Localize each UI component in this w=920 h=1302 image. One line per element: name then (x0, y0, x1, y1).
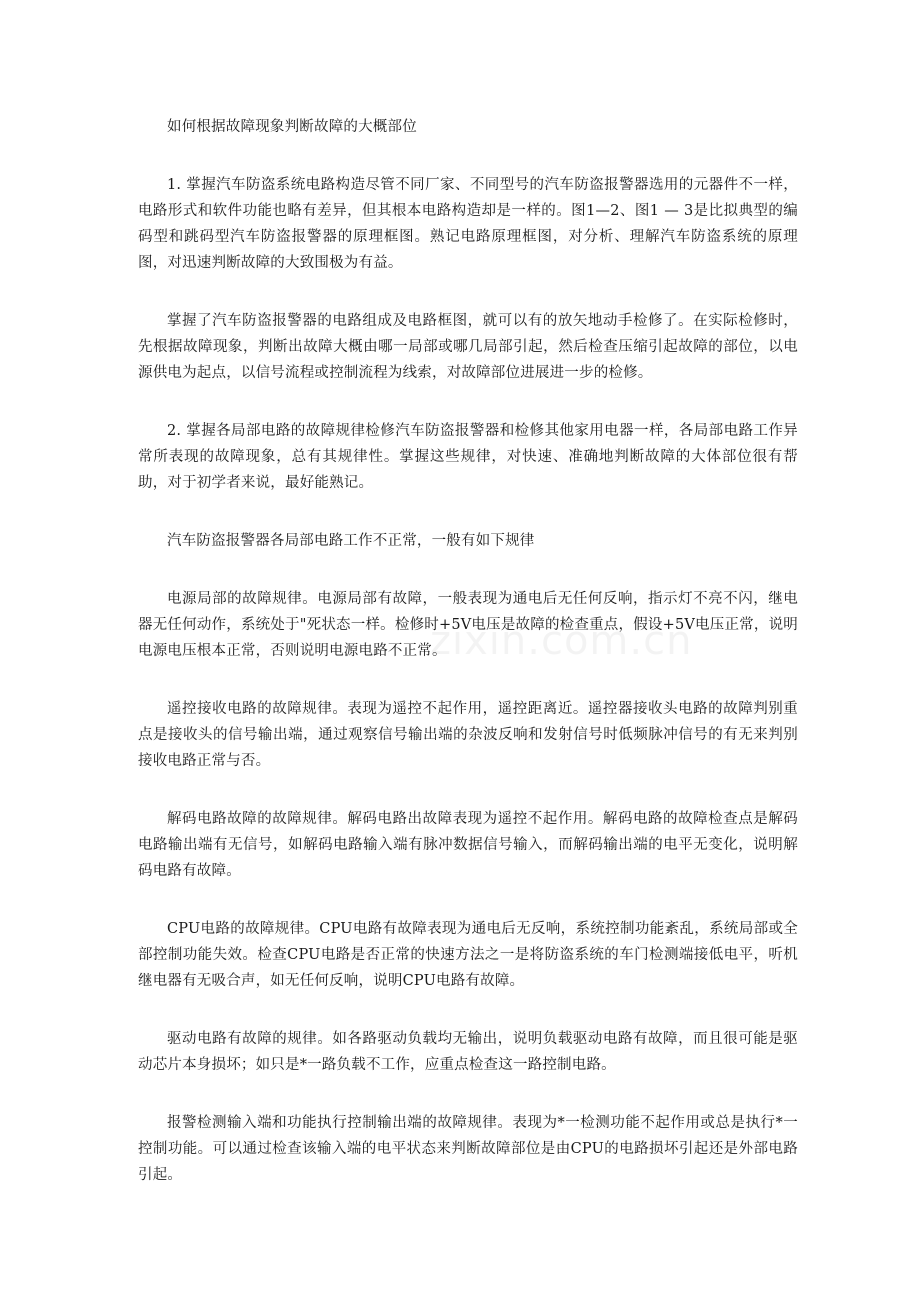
paragraph-alarm-io: 报警检测输入端和功能执行控制输出端的故障规律。表现为*一检测功能不起作用或总是执行*一控制功能。可以通过检查该输入端的电平状态来判断故障部位是由CPU的电路损坏引起还是外部电路引起。 (138, 1115, 798, 1183)
paragraph-remote-receiver: 遥控接收电路的故障规律。表现为遥控不起作用，遥控距离近。遥控器接收头电路的故障判别重点是接收头的信号输出端，通过观察信号输出端的杂波反响和发射信号时低频脉冲信号的有无来判别接收电路正常与否。 (138, 701, 798, 769)
paragraph-fault-patterns: 2. 掌握各局部电路的故障规律检修汽车防盗报警器和检修其他家用电器一样，各局部电路工作异常所表现的故障现象，总有其规律性。掌握这些规律，对快速、准确地判断故障的大体部位很有帮助，对于初学者来说，最好能熟记。 (138, 423, 798, 491)
paragraph-driver: 驱动电路有故障的规律。如各路驱动负载均无输出，说明负载驱动电路有故障，而且很可能是驱动芯片本身损坏；如只是*一路负载不工作，应重点检查这一路控制电路。 (138, 1031, 798, 1073)
document-body (138, 114, 798, 1220)
paragraph-circuit-structure: 1. 掌握汽车防盗系统电路构造尽管不同厂家、不同型号的汽车防盗报警器选用的元器件不一样，电路形式和软件功能也略有差异，但其根本电路构造却是一样的。图1—2、图1 — 3是比拟典型的编码型和跳码型汽车防盗报警器的原理框图。熟记电路原理框图，对分析、理解汽车防盗系统的原理图，对迅速判断故障的大致围极为有益。 (138, 177, 798, 271)
document-heading: 如何根据故障现象判断故障的大概部位 (167, 119, 417, 135)
paragraph-cpu: CPU电路的故障规律。CPU电路有故障表现为通电后无反响，系统控制功能紊乱，系统局部或全部控制功能失效。检查CPU电路是否正常的快速方法之一是将防盗系统的车门检测端接低电平，听机继电器有无吸合声，如无任何反响，说明CPU电路有故障。 (138, 921, 798, 989)
paragraph-rules-intro: 汽车防盗报警器各局部电路工作不正常，一般有如下规律 (167, 533, 535, 549)
paragraph-power-supply: 电源局部的故障规律。电源局部有故障，一般表现为通电后无任何反响，指示灯不亮不闪，继电器无任何动作，系统处于"死状态一样。检修时+5V电压是故障的检查重点，假设+5V电压正常，说明电源电压根本正常，否则说明电源电路不正常。 (138, 591, 798, 659)
paragraph-repair-approach: 掌握了汽车防盗报警器的电路组成及电路框图，就可以有的放矢地动手检修了。在实际检修时，先根据故障现象，判断出故障大概由哪一局部或哪几局部引起，然后检查压缩引起故障的部位，以电源供电为起点，以信号流程或控制流程为线索，对故障部位进展进一步的检修。 (138, 313, 798, 381)
paragraph-decoder: 解码电路故障的故障规律。解码电路出故障表现为遥控不起作用。解码电路的故障检查点是解码电路输出端有无信号，如解码电路输入端有脉冲数据信号输入，而解码输出端的电平无变化，说明解码电路有故障。 (138, 811, 798, 879)
